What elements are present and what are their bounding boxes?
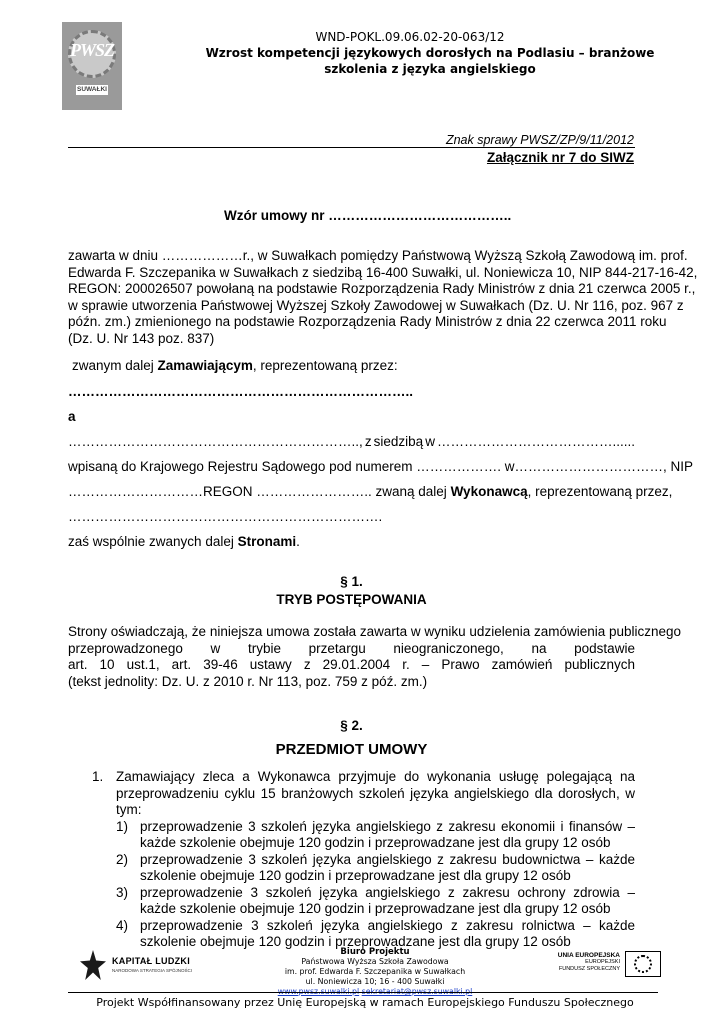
- eu-flag-icon: [625, 951, 661, 977]
- s1-word: zamówień: [491, 657, 553, 672]
- sublist-item-text: przeprowadzenie 3 szkoleń języka angielskiego z zakresu rolnictwa – każde szkolenie obejmuje 120 godzin i przeprowadzane jest dla grupy 12 osób: [140, 917, 635, 949]
- s1-word: przeprowadzonego: [68, 640, 183, 656]
- parties-line: [68, 534, 300, 551]
- eu-label-line1: UNIA EUROPEJSKA: [557, 952, 620, 959]
- pwsz-logo: [62, 22, 122, 110]
- intro-line-3: REGON: 200026507 powołaną na podstawie Rozporządzenia Rady Ministrów z dnia 21 czerwca 2005 r.,: [68, 281, 696, 296]
- sublist-item-text: przeprowadzenie 3 szkoleń języka angielskiego z zakresu ochrony zdrowia – każde szkolenie obejmuje 120 godzin i przeprowadzane jest dla grupy 12 osób: [140, 884, 635, 916]
- project-office-line2: im. prof. Edwarda F. Szczepanika w Suwałkach: [284, 967, 466, 976]
- sublist-item-number: 2): [116, 851, 129, 867]
- sublist-item-text: przeprowadzenie 3 szkoleń języka angielskiego z zakresu ekonomii i finansów – każde szkolenie obejmuje 120 godzin i przeprowadzane jest dla grupy 12 osób: [140, 818, 635, 850]
- star-icon: [80, 950, 106, 980]
- contractor-nip: ……………………………, NIP: [514, 459, 693, 474]
- contractor-row-2: [68, 459, 693, 476]
- parties-prefix: zaś wspólnie zwanych dalej: [68, 534, 238, 549]
- s1-word: Prawo: [441, 657, 480, 672]
- ordering-party-prefix: zwanym dalej: [72, 358, 158, 373]
- section1-line-4: (tekst jednolity: Dz. U. z 2010 r. Nr 113, poz. 759 z póź. zm.): [68, 673, 428, 689]
- s1-word: przetargu: [308, 640, 366, 656]
- section1-title: TRYB POSTĘPOWANIA: [276, 592, 427, 607]
- kapital-ludzki-subtitle: NARODOWA STRATEGIA SPÓJNOŚCI: [112, 968, 193, 973]
- s1-word: 10: [99, 657, 115, 672]
- header-divider: [68, 147, 635, 148]
- intro-line-1-text: zawarta w dniu ………………r., w Suwałkach pomiędzy Państwową Wyższą Szkołą Zawodową im. prof.: [68, 248, 688, 263]
- eu-stars-icon: [634, 955, 652, 973]
- contractor-name: Wykonawcą: [450, 484, 528, 499]
- s1-word: na: [531, 640, 547, 656]
- ordering-party-suffix: , reprezentowaną przez:: [252, 358, 398, 373]
- ordering-party-name: Zamawiającym: [157, 358, 253, 373]
- contractor-row-3: [68, 484, 672, 501]
- intro-paragraph: [68, 248, 698, 347]
- s1-word: 29.01.2004: [322, 657, 391, 672]
- contractor-seat-label: siedzibą: [373, 434, 424, 449]
- parties-suffix: .: [296, 534, 300, 549]
- contractor-name-dots: ………………………………………………………..,: [68, 434, 363, 449]
- s1-word: ust.1,: [126, 657, 160, 672]
- contractor-z: z: [364, 434, 372, 449]
- sublist: [116, 819, 635, 951]
- s1-word: –: [421, 657, 430, 672]
- intro-line-6: (Dz. U. Nr 143 poz. 837): [68, 330, 215, 346]
- sublist-item-number: 4): [116, 917, 129, 933]
- logo-mark: PWSZ: [69, 40, 114, 60]
- s1-word: art.: [171, 657, 192, 672]
- cofinancing-note: Projekt Współfinansowany przez Unię Europejską w ramach Europejskiego Funduszu Społecznego: [96, 996, 634, 1009]
- section1-line-3: [68, 657, 635, 674]
- project-title: [150, 45, 710, 77]
- sublist-item: [116, 852, 635, 885]
- list-item: [92, 769, 635, 951]
- intro-line-5: późn. zm.) zmienionego na podstawie Rozporządzenia Rady Ministrów z dnia 22 czerwca 2011 roku: [68, 314, 667, 329]
- sublist-item: [116, 885, 635, 918]
- project-office: [250, 947, 500, 997]
- eu-label-line3: FUNDUSZ SPOŁECZNY: [558, 966, 620, 972]
- section1-number: § 1.: [340, 574, 363, 589]
- section2-title: PRZEDMIOT UMOWY: [275, 741, 428, 758]
- parties-name: Stronami: [237, 534, 297, 549]
- project-title-line1: Wzrost kompetencji językowych dorosłych na Podlasiu – branżowe: [205, 46, 655, 60]
- intro-line-1: [68, 248, 688, 265]
- sublist-item-number: 1): [116, 818, 129, 834]
- contractor-row-1: [68, 434, 635, 451]
- section2-list: [92, 769, 635, 951]
- s1-word: w: [210, 640, 221, 656]
- contractor-w: w: [425, 434, 435, 449]
- s1-word: 39-46: [203, 657, 238, 672]
- footer-divider: [68, 992, 658, 993]
- contractor-row-4: …………………………………………………………….: [68, 509, 383, 524]
- s1-word: publicznych: [564, 657, 635, 672]
- contractor-regon: …………………………REGON …………………….. zwaną dalej: [68, 484, 451, 499]
- s1-word: trybie: [247, 640, 281, 656]
- kapital-ludzki-logo: [80, 950, 200, 984]
- kapital-ludzki-name: KAPITAŁ LUDZKI: [112, 956, 191, 966]
- list-item-text: Zamawiający zleca a Wykonawca przyjmuje do wykonania usługę polegającą na przeprowadzeniu cyklu 15 branżowych szkoleń języka angielskiego dla dorosłych, w tym:: [116, 769, 635, 817]
- section1-paragraph: [68, 624, 682, 690]
- intro-line-4: w sprawie utworzenia Państwowej Wyższej Szkoły Zawodowej w Suwałkach (Dz. U. Nr 116, poz. 967 z: [68, 297, 684, 313]
- s1-word: r.: [402, 657, 410, 672]
- sublist-item-text: przeprowadzenie 3 szkoleń języka angielskiego z zakresu budownictwa – każde szkolenie obejmuje 120 godzin i przeprowadzane jest dla grupy 12 osób: [140, 851, 635, 883]
- eu-label: [540, 952, 620, 973]
- contract-title: Wzór umowy nr …………………………………..: [224, 208, 512, 223]
- intro-line-2: Edwarda F. Szczepanika w Suwałkach z siedzibą 16-400 Suwałki, ul. Noniewicza 10, NIP 844-217-16-42,: [68, 264, 698, 280]
- sublist-item: [116, 819, 635, 852]
- website-link[interactable]: www.pwsz.suwalki.pl: [277, 987, 360, 996]
- logo-city: SUWAŁKI: [77, 86, 107, 93]
- project-office-title: Biuro Projektu: [340, 947, 410, 957]
- project-title-line2: szkolenia z języka angielskiego: [324, 62, 536, 76]
- eu-label-line2: EUROPEJSKI: [585, 959, 620, 965]
- project-office-line3: ul. Noniewicza 10; 16 - 400 Suwałki: [305, 977, 445, 986]
- s1-word: nieograniczonego,: [393, 640, 504, 656]
- section1-line-2: [68, 641, 635, 658]
- sublist-item-number: 3): [116, 884, 129, 900]
- contractor-suffix: , reprezentowaną przez,: [527, 484, 673, 499]
- s1-word: z: [303, 657, 311, 672]
- case-reference: Znak sprawy PWSZ/ZP/9/11/2012: [445, 133, 634, 147]
- and-word: a: [68, 409, 76, 424]
- s1-word: podstawie: [574, 640, 635, 656]
- project-office-line1: Państwowa Wyższa Szkoła Zawodowa: [301, 957, 449, 966]
- sublist-item: [116, 918, 635, 951]
- email-link[interactable]: sekretariat@pwsz.suwalki.pl: [361, 987, 473, 996]
- section1-line-1: Strony oświadczają, że niniejsza umowa została zawarta w wyniku udzielenia zamówienia publicznego: [68, 624, 682, 639]
- attachment-label: Załącznik nr 7 do SIWZ: [486, 150, 634, 165]
- section2-number: § 2.: [340, 718, 363, 733]
- contractor-krs: wpisaną do Krajowego Rejestru Sądowego pod numerem ………………. w: [68, 459, 515, 474]
- s1-word: art.: [68, 657, 88, 672]
- list-item-number: 1.: [92, 769, 104, 784]
- s1-word: ustawy: [249, 657, 292, 672]
- representative-dots: …………………………………………………………………..: [68, 384, 414, 399]
- project-code: WND-POKL.09.06.02-20-063/12: [315, 30, 505, 44]
- ordering-party-line: [72, 358, 398, 375]
- contractor-seat-dots: …………………………………......: [436, 434, 635, 449]
